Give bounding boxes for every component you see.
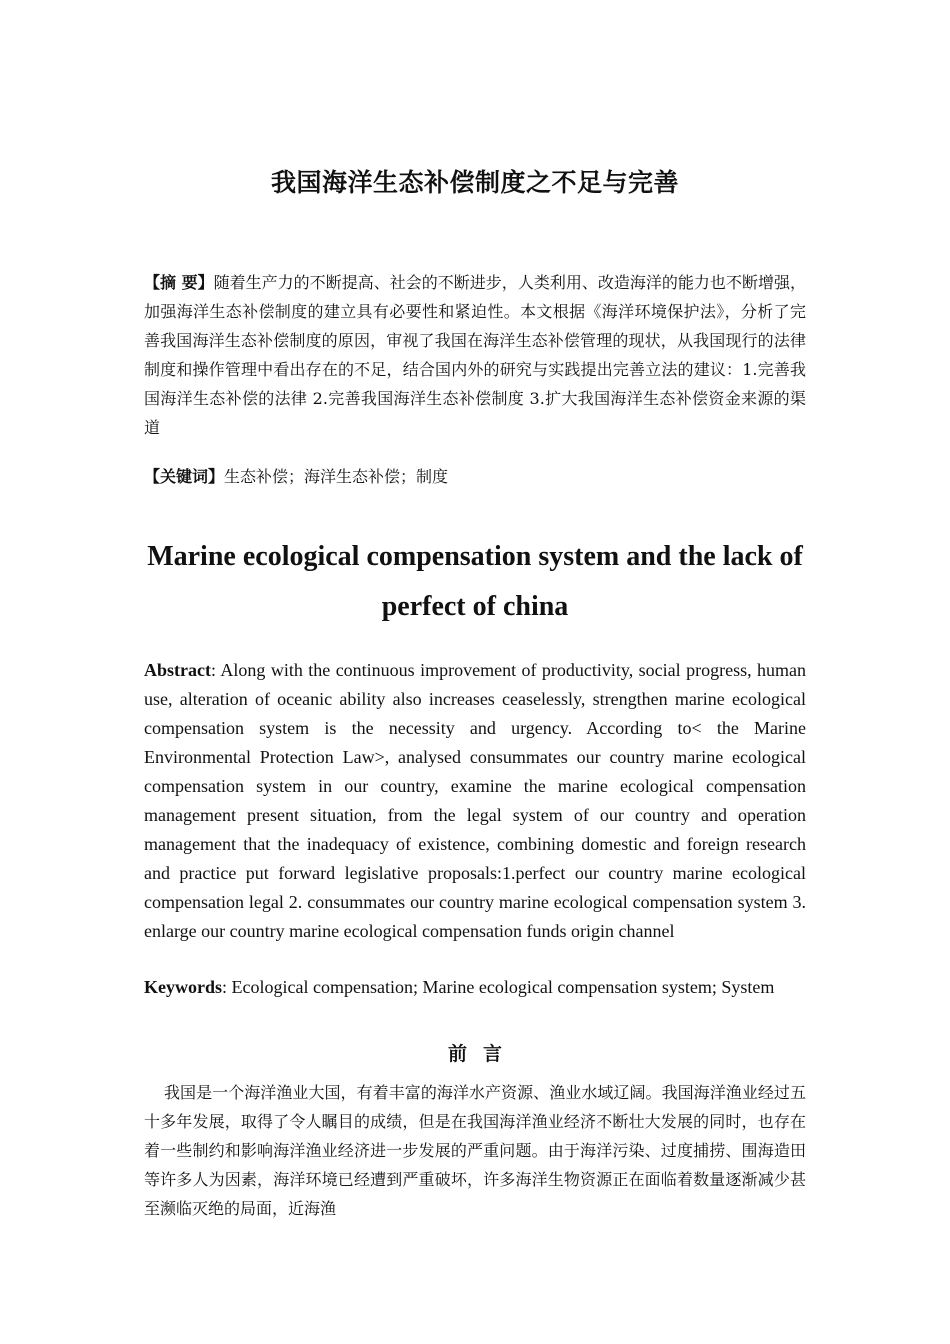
preface-paragraph: 我国是一个海洋渔业大国，有着丰富的海洋水产资源、渔业水域辽阔。我国海洋渔业经过五十多年发展，取得了令人瞩目的成绩，但是在我国海洋渔业经济不断壮大发展的同时，也存在着一些制约和影响海洋渔业经济进一步发展的严重问题。由于海洋污染、过度捕捞、围海造田等许多人为因素，海洋环境已经遭到严重破坏，许多海洋生物资源正在面临着数量逐渐减少甚至濒临灭绝的局面，近海渔 <box>144 1083 806 1218</box>
english-keywords-text: : Ecological compensation; Marine ecological compensation system; System <box>222 977 775 997</box>
english-title: Marine ecological compensation system and the lack of perfect of china <box>147 541 803 622</box>
english-keywords <box>144 973 806 1002</box>
english-keywords-label: Keywords <box>144 977 222 997</box>
english-abstract <box>144 656 806 946</box>
english-abstract-text: : Along with the continuous improvement of productivity, social progress, human use, alteration of oceanic ability also increases ceaselessly, strengthen marine ecological compensation system is the necessity and urgency. According to< the Marine Environmental Protection Law>, analysed consummates our country marine ecological compensation system in our country, examine the marine ecological compensation management present situation, from the legal system of our country and operation management that the inadequacy of existence, combining domestic and foreign research and practice put forward legislative proposals:1.perfect our country marine ecological compensation legal 2. consummates our country marine ecological compensation system 3. enlarge our country marine ecological compensation funds origin channel <box>144 660 806 941</box>
english-abstract-label: Abstract <box>144 660 211 680</box>
chinese-keywords <box>144 464 806 490</box>
chinese-keywords-text: 生态补偿；海洋生态补偿；制度 <box>224 467 449 486</box>
chinese-title: 我国海洋生态补偿制度之不足与完善 <box>270 168 679 197</box>
chinese-keywords-label: 【关键词】 <box>144 467 225 486</box>
preface-heading: 前言 <box>447 1043 518 1065</box>
chinese-abstract <box>144 268 806 442</box>
chinese-abstract-label: 【摘 要】 <box>144 273 214 292</box>
chinese-abstract-text: 随着生产力的不断提高、社会的不断进步，人类利用、改造海洋的能力也不断增强，加强海洋生态补偿制度的建立具有必要性和紧迫性。本文根据《海洋环境保护法》，分析了完善我国海洋生态补偿制度的原因，审视了我国在海洋生态补偿管理的现状，从我国现行的法律制度和操作管理中看出存在的不足，结合国内外的研究与实践提出完善立法的建议：1.完善我国海洋生态补偿的法律 2.完善我国海洋生态补偿制度 3.扩大我国海洋生态补偿资金来源的渠道 <box>144 273 806 437</box>
